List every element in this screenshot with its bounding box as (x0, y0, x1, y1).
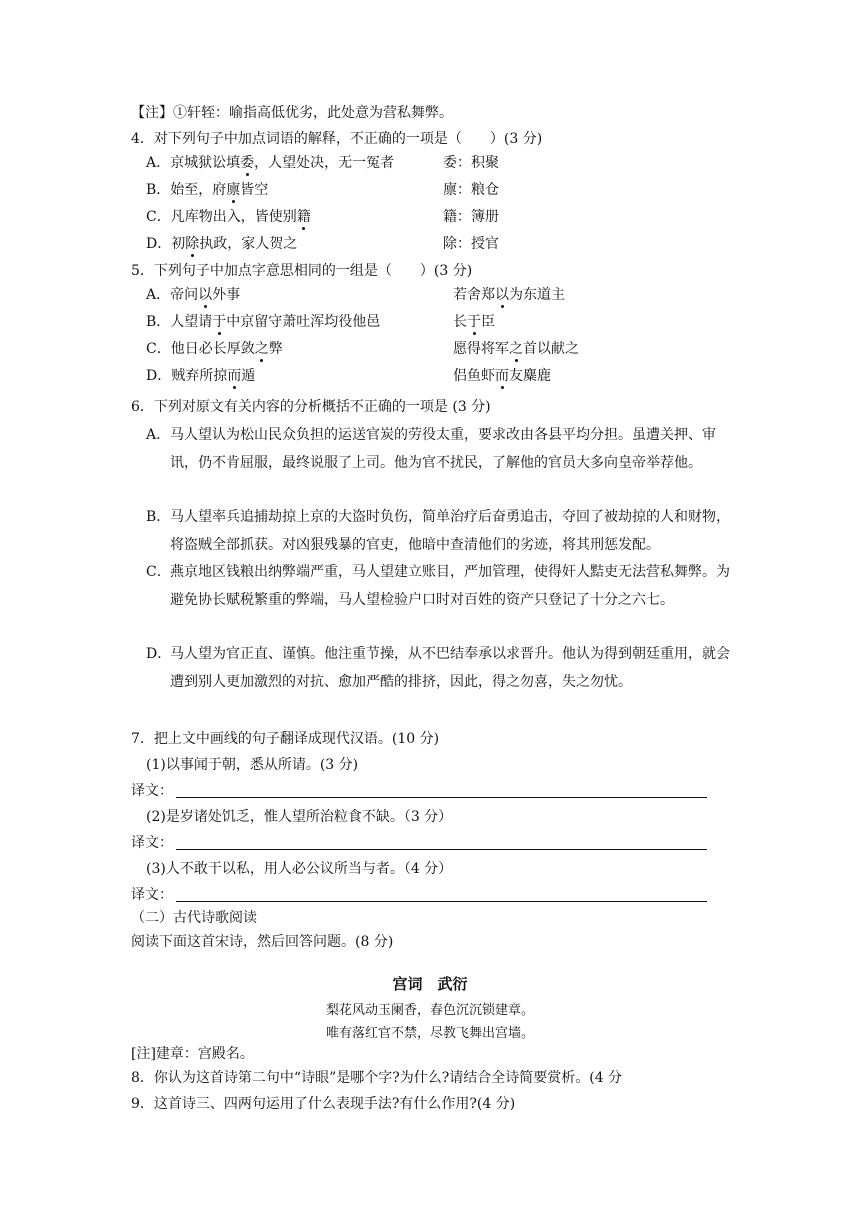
q5-option-d-right: 侣鱼虾而友麋鹿 (453, 368, 551, 384)
q7-item-1: (1)以事闻于朝，悉从所请。(3 分) (146, 757, 359, 773)
q5-option-d[interactable]: D．贼弃所掠而遁 (146, 368, 256, 384)
q4-option-b[interactable]: B．始至，府廪皆空 (146, 182, 269, 198)
section-heading: （二）古代诗歌阅读 (131, 910, 257, 926)
q5-option-b-right: 长于臣 (453, 314, 495, 330)
q6-option-b[interactable]: B． 马人望率兵追捕劫掠上京的大盗时负伤，简单治疗后奋勇追击，夺回了被劫掠的人和财物，将盗贼全部抓获。对凶狠残暴的官吏，他暗中查清他们的劣迹，将其刑惩发配。 (146, 509, 730, 553)
poem-line-1: 梨花风动玉阑香，春色沉沉锁建章。 (325, 1003, 534, 1018)
poem-title: 宫词 武衍 (392, 975, 468, 993)
question-4-stem: 4．对下列句子中加点词语的解释，不正确的一项是（ ）(3 分) (131, 131, 543, 147)
q5-option-c-right: 愿得将军之首以献之 (453, 341, 579, 357)
q7-item-3: (3)人不敢干以私，用人必公议所当与者。（4 分） (146, 861, 453, 877)
q5-option-b[interactable]: B．人望请于中京留守萧吐浑均役他邑 (146, 314, 381, 330)
question-7-stem: 7．把上文中画线的句子翻译成现代汉语。(10 分) (131, 731, 440, 747)
q5-option-a-right: 若舍郑以为东道主 (453, 287, 565, 303)
q4-gloss-b: 廪：粮仓 (443, 182, 499, 198)
question-8: 8．你认为这首诗第二句中“诗眼”是哪个字?为什么?请结合全诗简要赏析。(4 分 (131, 1070, 623, 1086)
poem-line-2: 唯有落红官不禁，尽教飞舞出宫墙。 (325, 1026, 534, 1041)
q5-option-a[interactable]: A．帝问以外事 (146, 287, 241, 303)
question-9: 9．这首诗三、四两句运用了什么表现手法?有什么作用?(4 分) (131, 1096, 516, 1112)
q4-gloss-d: 除：授官 (443, 236, 499, 252)
q7-item-2: (2)是岁诸处饥乏，惟人望所治粒食不缺。（3 分） (146, 809, 453, 825)
q4-option-a[interactable]: A．京城狱讼填委，人望处决，无一冤者 (146, 155, 395, 171)
question-6-stem: 6．下列对原文有关内容的分析概括不正确的一项是 (3 分) (131, 399, 491, 415)
poem-note: [注]建章：宫殿名。 (131, 1046, 254, 1062)
q7-answer-label-1: 译文： (131, 783, 173, 799)
q7-answer-line-2[interactable] (176, 849, 707, 850)
annotation-note: 【注】①轩轾：喻指高低优劣，此处意为营私舞弊。 (131, 105, 453, 121)
poem-intro: 阅读下面这首宋诗，然后回答问题。(8 分) (131, 934, 394, 950)
q7-answer-line-3[interactable] (176, 901, 707, 902)
q7-answer-label-3: 译文： (131, 887, 173, 903)
q7-answer-label-2: 译文： (131, 835, 173, 851)
q6-option-d[interactable]: D． 马人望为官正直、谨慎。他注重节操，从不巴结奉承以求晋升。他认为得到朝廷重用，就会遭到别人更加激烈的对抗、愈加严酷的排挤，因此，得之勿喜，失之勿忧。 (146, 646, 730, 690)
q4-gloss-c: 籍：簿册 (443, 209, 499, 225)
q5-option-c[interactable]: C．他日必长厚敛之弊 (146, 341, 283, 357)
q6-option-c[interactable]: C． 燕京地区钱粮出纳弊端严重，马人望建立账目，严加管理，使得奸人黠吏无法营私舞弊。为避免协长赋税繁重的弊端，马人望检验户口时对百姓的资产只登记了十分之六七。 (146, 564, 730, 608)
q4-option-c[interactable]: C．凡库物出入，皆使别籍 (146, 209, 311, 225)
question-5-stem: 5．下列句子中加点字意思相同的一组是（ ）(3 分) (131, 263, 473, 279)
q6-option-a[interactable]: A． 马人望认为松山民众负担的运送官炭的劳役太重，要求改由各县平均分担。虽遭关押、审讯，仍不肯屈服，最终说服了上司。他为官不扰民，了解他的官员大多向皇帝举荐他。 (146, 427, 716, 471)
q4-option-d[interactable]: D．初除执政，家人贺之 (146, 236, 298, 252)
q4-gloss-a: 委：积聚 (443, 155, 499, 171)
q7-answer-line-1[interactable] (176, 797, 707, 798)
